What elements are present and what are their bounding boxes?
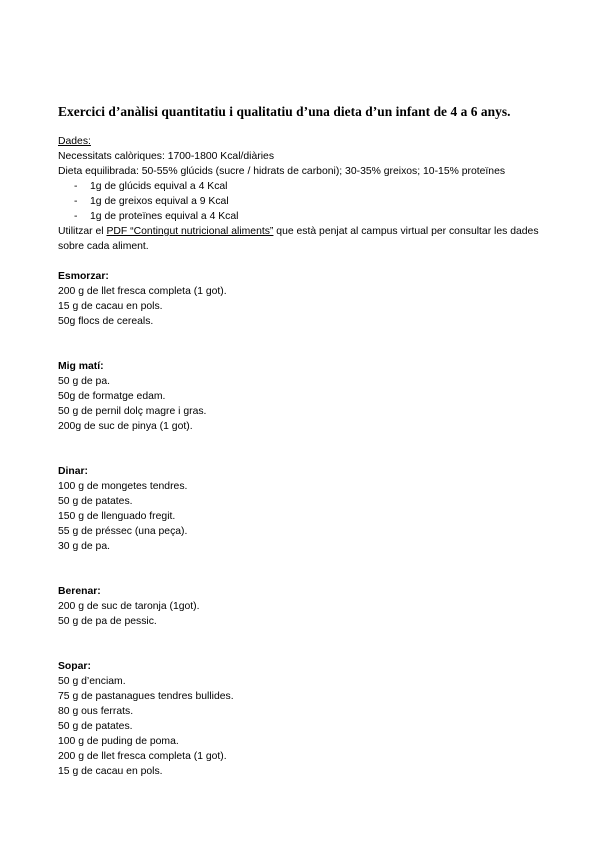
pdf-link[interactable]: PDF “Contingut nutricional aliments”: [106, 226, 274, 237]
list-item: [58, 179, 558, 194]
meal-heading-sopar: Sopar:: [58, 661, 91, 672]
list-item: [58, 194, 558, 209]
meal-heading-mig-mati: Mig matí:: [58, 361, 104, 372]
bullet-text: 1g de glúcids equival a 4 Kcal: [90, 181, 228, 192]
bullet-text: 1g de greixos equival a 9 Kcal: [90, 196, 229, 207]
list-item: 55 g de préssec (una peça).: [58, 526, 188, 537]
list-item: 15 g de cacau en pols.: [58, 301, 163, 312]
bullet-text: 1g de proteïnes equival a 4 Kcal: [90, 211, 239, 222]
list-item: 50 g d’enciam.: [58, 676, 126, 687]
list-item: 75 g de pastanagues tendres bullides.: [58, 691, 234, 702]
meal-heading-berenar: Berenar:: [58, 586, 101, 597]
list-item: 80 g ous ferrats.: [58, 706, 134, 717]
spacer: [58, 434, 558, 464]
necessitats-caloriques: Necessitats calòriques: 1700-1800 Kcal/diàries: [58, 151, 275, 162]
spacer: [58, 629, 558, 659]
list-item: 100 g de mongetes tendres.: [58, 481, 188, 492]
bullet-dash: -: [74, 181, 78, 192]
dieta-equilibrada: Dieta equilibrada: 50-55% glúcids (sucre / hidrats de carboni); 30-35% greixos; 10-15% proteïnes: [58, 166, 506, 177]
meal-heading-esmorzar: Esmorzar:: [58, 271, 109, 282]
document-title: Exercici d’anàlisi quantitatiu i qualitatiu d’una dieta d’un infant de 4 a 6 anys.: [58, 104, 511, 119]
document-body: [58, 134, 558, 779]
list-item: 200g de suc de pinya (1 got).: [58, 421, 193, 432]
bullet-dash: -: [74, 196, 78, 207]
list-item: 50 g de pa.: [58, 376, 110, 387]
list-item: 100 g de puding de poma.: [58, 736, 179, 747]
list-item: 200 g de llet fresca completa (1 got).: [58, 286, 227, 297]
list-item: 50 g de patates.: [58, 721, 133, 732]
list-item: 15 g de cacau en pols.: [58, 766, 163, 777]
list-item: 50 g de patates.: [58, 496, 133, 507]
list-item: 200 g de suc de taronja (1got).: [58, 601, 200, 612]
utilitzar-text-after: que està penjat al campus virtual per consultar les dades sobre cada aliment.: [58, 226, 539, 252]
spacer: [58, 554, 558, 584]
list-item: 150 g de llenguado fregit.: [58, 511, 176, 522]
utilitzar-paragraph: [58, 224, 558, 254]
list-item: 50g flocs de cereals.: [58, 316, 154, 327]
list-item: [58, 209, 558, 224]
list-item: 50 g de pernil dolç magre i gras.: [58, 406, 207, 417]
bullet-dash: -: [74, 211, 78, 222]
spacer: [58, 254, 558, 269]
list-item: 50g de formatge edam.: [58, 391, 166, 402]
meal-heading-dinar: Dinar:: [58, 466, 89, 477]
list-item: 30 g de pa.: [58, 541, 110, 552]
spacer: [58, 329, 558, 359]
energy-equivalences-list: [58, 179, 558, 224]
utilitzar-text-before: Utilitzar el: [58, 226, 107, 237]
list-item: 50 g de pa de pessic.: [58, 616, 157, 627]
list-item: 200 g de llet fresca completa (1 got).: [58, 751, 227, 762]
dades-heading: Dades:: [58, 136, 91, 147]
